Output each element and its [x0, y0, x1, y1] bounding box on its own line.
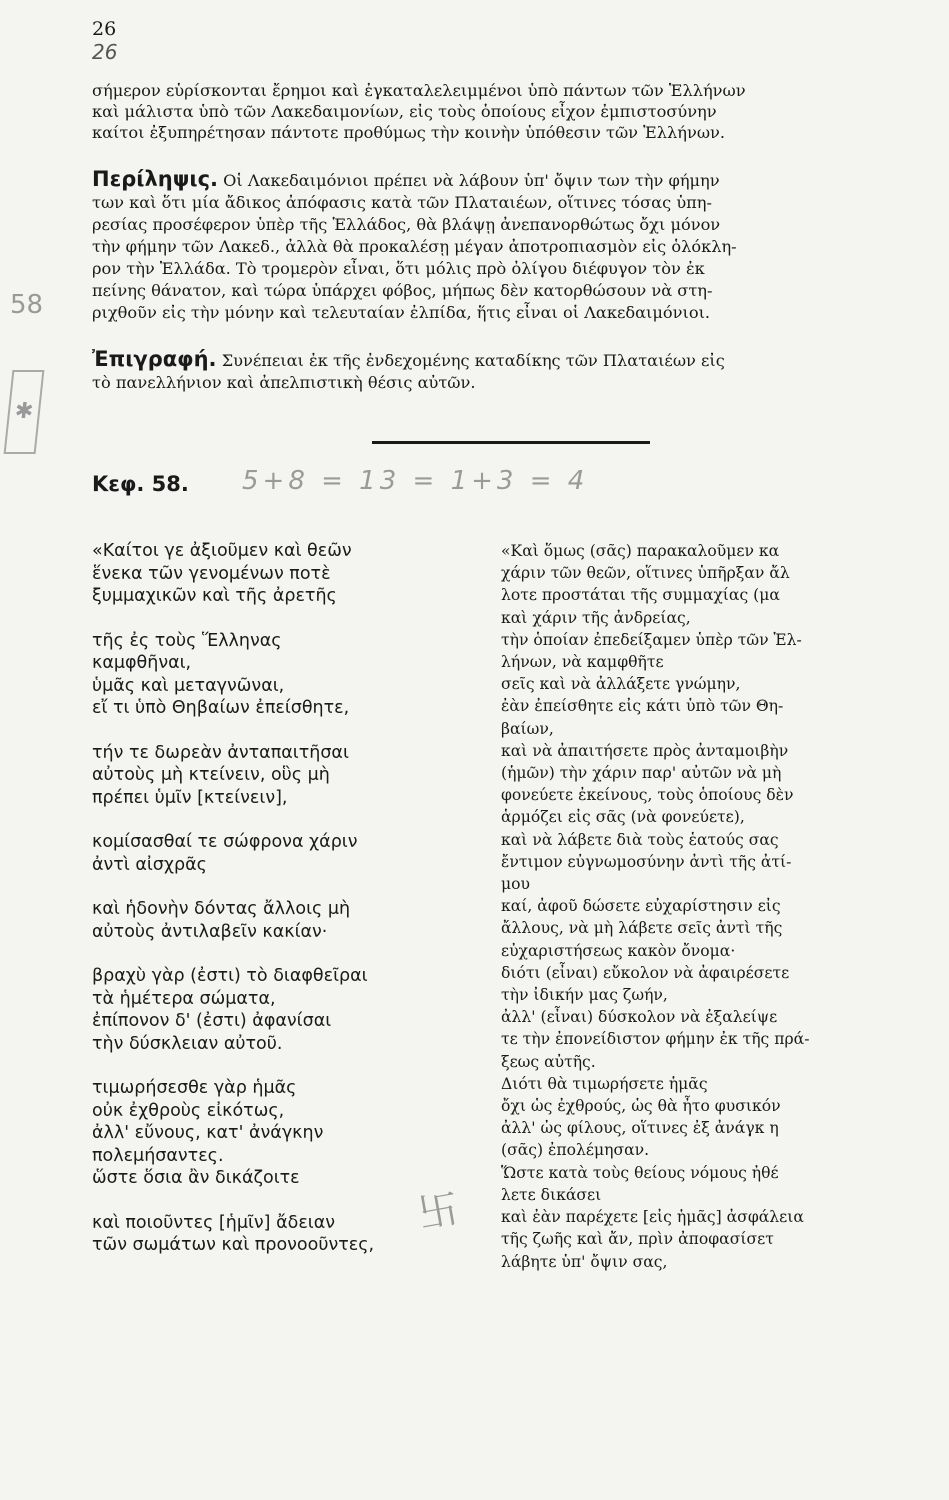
greek-stanza	[92, 742, 462, 810]
summary-line: τὴν φήμην τῶν Λακεδ., ἀλλὰ θὰ προκαλέσῃ μέγαν ἀποτροπιασμὸν εἰς ὁλόκλη-	[92, 237, 737, 256]
translation-line: (ἡμῶν) τὴν χάριν παρ' αὐτῶν νὰ μὴ	[501, 764, 782, 783]
summary-heading: Περίληψις.	[92, 167, 218, 191]
chapter-heading: Κεφ. 58.	[92, 472, 189, 496]
greek-line: αὐτοὺς μὴ κτείνειν, οὓς μὴ	[92, 765, 330, 785]
summary-section	[92, 168, 937, 324]
page-number: 26	[92, 18, 117, 40]
translation-line: λετε δικάσει	[501, 1185, 602, 1204]
section-divider	[372, 441, 650, 444]
greek-line: τήν τε δωρεὰν ἀνταπαιτῆσαι	[92, 742, 349, 763]
epigraph-section	[92, 348, 937, 394]
greek-line: τῶν σωμάτων καὶ προνοοῦντες,	[92, 1235, 375, 1255]
translation-line: καὶ νὰ λάβετε διὰ τοὺς ἑατούς σας	[501, 830, 779, 849]
greek-line: ὥστε ὅσια ἂν δικάζοιτε	[92, 1168, 300, 1188]
translation-line: τὴν ἰδικήν μας ζωήν,	[501, 986, 668, 1005]
summary-line: ριχθοῦν εἰς τὴν μόνην καὶ τελευταίαν ἐλπίδα, ἥτις εἶναι οἱ Λακεδαιμόνιοι.	[92, 303, 711, 322]
summary-line: πείνης θάνατον, καὶ τώρα ὑπάρχει φόβος, μήπως δὲν κατορθώσουν νὰ στη-	[92, 281, 713, 300]
translation-line: καὶ νὰ ἀπαιτήσετε πρὸς ἀνταμοιβὴν	[501, 741, 789, 760]
greek-line: εἴ τι ὑπὸ Θηβαίων ἐπείσθητε,	[92, 698, 350, 718]
greek-line: ἕνεκα τῶν γενομένων ποτὲ	[92, 563, 331, 584]
translation-line: ὄχι ὡς ἐχθρούς, ὡς θὰ ἦτο φυσικόν	[501, 1097, 781, 1116]
translation-line: χάριν τῶν θεῶν, οἵτινες ὑπῆρξαν ἄλ	[501, 564, 790, 583]
translation-line: τε τὴν ἐπονείδιστον φήμην ἐκ τῆς πρά-	[501, 1030, 810, 1049]
greek-line: ἀντὶ αἰσχρᾶς	[92, 854, 207, 875]
translation-line: καὶ χάριν τῆς ἀνδρείας,	[501, 608, 691, 627]
greek-line: ἀλλ' εὔνους, κατ' ἀνάγκην	[92, 1123, 324, 1143]
greek-stanza	[92, 540, 462, 608]
translation-line: καὶ ἐὰν παρέχετε [εἰς ἡμᾶς] ἀσφάλεια	[501, 1208, 804, 1227]
translation-line: διότι (εἶναι) εὔκολον νὰ ἀφαιρέσετε	[501, 963, 790, 982]
summary-line: ρον τὴν Ἑλλάδα. Τὸ τρομερὸν εἶναι, ὅτι μόλις πρὸ ὀλίγου διέφυγον τὸν ἐκ	[92, 259, 705, 278]
translation-line: ἁρμόζει εἰς σᾶς (νὰ φονεύετε),	[501, 808, 745, 827]
greek-line: οὐκ ἐχθροὺς εἰκότως,	[92, 1100, 285, 1121]
translation-line: λοτε προστάται τῆς συμμαχίας (μα	[501, 586, 780, 605]
intro-line: καίτοι ἐξυπηρέτησαν πάντοτε προθύμως τὴν κοινὴν ὑπόθεσιν τῶν Ἑλλήνων.	[92, 123, 726, 142]
epigraph-second-line: τὸ πανελλήνιον καὶ ἀπελπιστικὴ θέσις αὐτῶν.	[92, 373, 476, 392]
summary-line: ρεσίας προσέφερον ὑπὲρ τῆς Ἑλλάδος, θὰ βλάψῃ ἀνεπανορθώτως ὄχι μόνον	[92, 215, 721, 234]
margin-box-mark: ✱	[4, 370, 45, 454]
translation-line: βαίων,	[501, 719, 554, 738]
epigraph-first-line: Συνέπειαι ἐκ τῆς ἐνδεχομένης καταδίκης τῶν Πλαταιέων εἰς	[221, 351, 725, 370]
greek-stanza	[92, 965, 462, 1055]
greek-line: τὴν δύσκλειαν αὐτοῦ.	[92, 1033, 283, 1054]
greek-line: βραχὺ γὰρ (ἐστι) τὸ διαφθεῖραι	[92, 966, 368, 986]
intro-line: καὶ μάλιστα ὑπὸ τῶν Λακεδαιμονίων, εἰς τοὺς ὁποίους εἶχον ἐμπιστοσύνην	[92, 102, 717, 121]
greek-line: πρέπει ὑμῖν [κτείνειν],	[92, 787, 288, 808]
summary-first-line: Οἱ Λακεδαιμόνιοι πρέπει νὰ λάβουν ὑπ' ὄψιν των τὴν φήμην	[223, 171, 720, 190]
translation-line: ἐὰν ἐπείσθητε εἰς κάτι ὑπὸ τῶν Θη-	[501, 697, 784, 716]
pencil-scribble-mark: 卐	[414, 1185, 463, 1239]
intro-paragraph	[92, 80, 937, 143]
greek-line: ὑμᾶς καὶ μεταγνῶναι,	[92, 675, 285, 696]
translation-line: φονεύετε ἐκείνους, τοὺς ὁποίους δὲν	[501, 786, 794, 805]
summary-line: των καὶ ὅτι μία ἄδικος ἀπόφασις κατὰ τῶν Πλαταιέων, οἵτινες τόσας ὑπη-	[92, 193, 712, 212]
translation-line: καί, ἀφοῦ δώσετε εὐχαρίστησιν εἰς	[501, 897, 781, 916]
translation-line: ἀλλ' ὡς φίλους, οἵτινες ἐξ ἀνάγκ η	[501, 1119, 779, 1138]
translation-line: ἄλλους, νὰ μὴ λάβετε σεῖς ἀντὶ τῆς	[501, 919, 783, 938]
greek-line: καὶ ἡδονὴν δόντας ἄλλοις μὴ	[92, 899, 351, 919]
translation-line: σεῖς καὶ νὰ ἀλλάξετε γνώμην,	[501, 675, 741, 694]
translation-line: τῆς ζωῆς καὶ ἄν, πρὶν ἀποφασίσετ	[501, 1230, 774, 1249]
margin-pencil-mark: 58	[10, 290, 44, 320]
greek-line: καμφθῆναι,	[92, 653, 192, 673]
translation-line: ἔντιμον εὐγνωμοσύνην ἀντὶ τῆς ἀτί-	[501, 852, 792, 871]
greek-stanza	[92, 898, 462, 943]
intro-line: σήμερον εὑρίσκονται ἔρημοι καὶ ἐγκαταλελειμμένοι ὑπὸ πάντων τῶν Ἑλλήνων	[92, 81, 746, 100]
translation-line: εὐχαριστήσεως κακὸν ὄνομα·	[501, 941, 736, 960]
ancient-greek-column	[92, 540, 462, 1279]
translation-line: Διότι θὰ τιμωρήσετε ἡμᾶς	[501, 1074, 708, 1093]
translation-line: (σᾶς) ἐπολέμησαν.	[501, 1141, 650, 1160]
greek-line: τὰ ἡμέτερα σώματα,	[92, 988, 276, 1009]
greek-line: κομίσασθαί τε σώφρονα χάριν	[92, 832, 358, 852]
greek-line: καὶ ποιοῦντες [ἡμῖν] ἄδειαν	[92, 1212, 336, 1233]
greek-stanza	[92, 1077, 462, 1190]
translation-line: λάβητε ὑπ' ὄψιν σας,	[501, 1252, 668, 1271]
greek-line: ἐπίπονον δ' (ἐστι) ἀφανίσαι	[92, 1011, 332, 1031]
translation-line: ξεως αὐτῆς.	[501, 1052, 596, 1071]
translation-line: ἀλλ' (εἶναι) δύσκολον νὰ ἐξαλείψε	[501, 1008, 778, 1027]
greek-stanza	[92, 1212, 462, 1257]
greek-line: τιμωρήσεσθε γὰρ ἡμᾶς	[92, 1078, 297, 1098]
translation-line: «Καὶ ὅμως (σᾶς) παρακαλοῦμεν κα	[501, 542, 780, 560]
translation-line: μου	[501, 875, 531, 894]
greek-stanza	[92, 831, 462, 876]
handwritten-calculation: 5+8 = 13 = 1+3 = 4	[242, 466, 589, 496]
translation-line: Ὥστε κατὰ τοὺς θείους νόμους ἠθέ	[501, 1163, 779, 1182]
greek-line: «Καίτοι γε ἀξιοῦμεν καὶ θεῶν	[92, 541, 352, 561]
epigraph-heading: Ἐπιγραφή.	[92, 347, 217, 371]
greek-line: ξυμμαχικῶν καὶ τῆς ἀρετῆς	[92, 586, 337, 606]
translation-line: λήνων, νὰ καμφθῆτε	[501, 653, 664, 672]
greek-line: τῆς ἐς τοὺς Ἕλληνας	[92, 630, 282, 651]
modern-translation-column	[501, 540, 941, 1273]
translation-line: τὴν ὁποίαν ἐπεδείξαμεν ὑπὲρ τῶν Ἑλ-	[501, 630, 802, 649]
handwritten-page-number: 26	[92, 40, 118, 64]
greek-line: πολεμήσαντες.	[92, 1145, 224, 1166]
greek-stanza	[92, 630, 462, 720]
greek-line: αὐτοὺς ἀντιλαβεῖν κακίαν·	[92, 921, 328, 942]
